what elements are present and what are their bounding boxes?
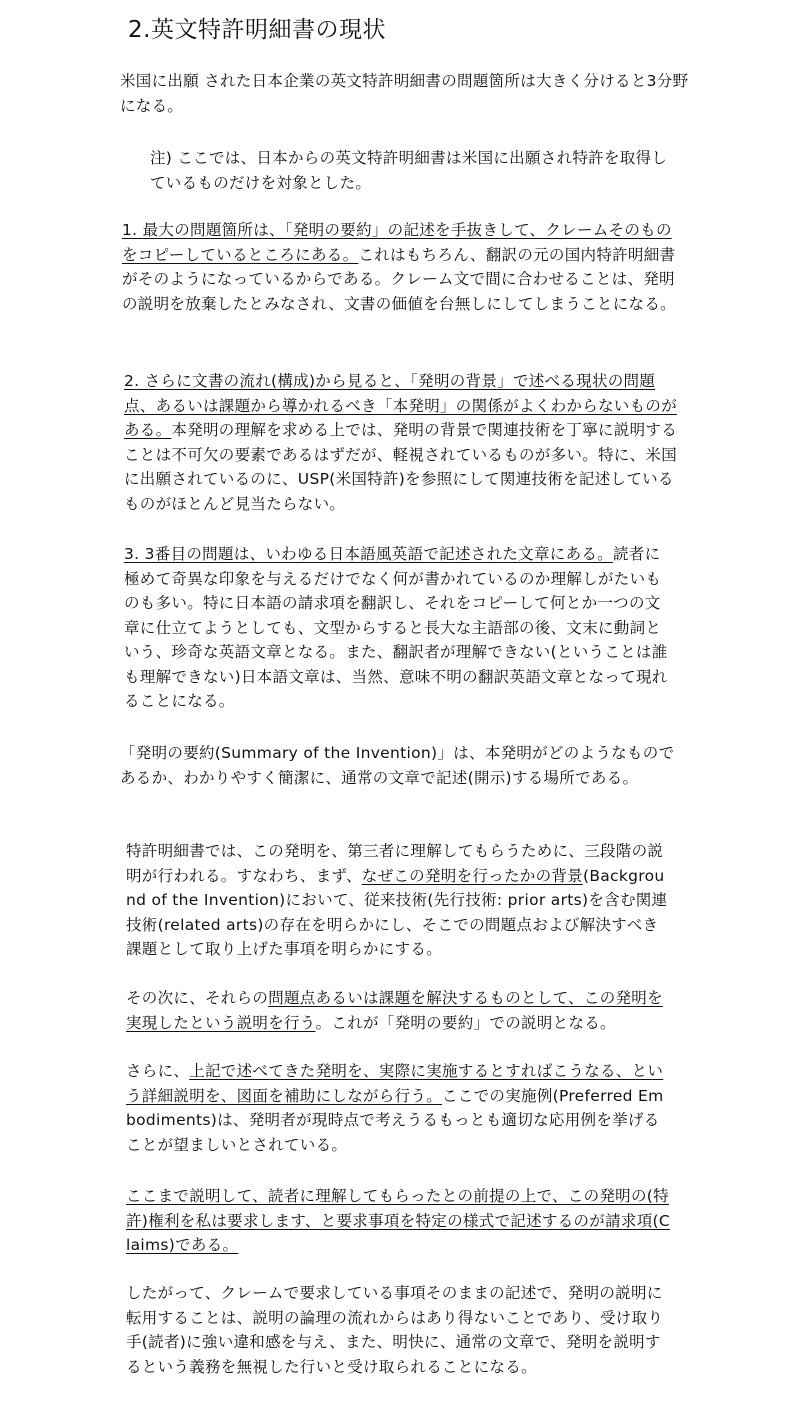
next-step-lead: その次に、それらの: [126, 989, 269, 1007]
claims-emphasis: ここまで説明して、読者に理解してもらったとの前提の上で、この発明の(特許)権利を私は要求します、と要求事項を特定の様式で記述するのが請求項(Claims)である。: [126, 1187, 670, 1254]
three-stage-paragraph: [126, 839, 671, 962]
detail-body: ここでの実施例(Preferred Embodiments)は、発明者が現時点で考えうるもっとも適切な応用例を挙げることが望ましいとされている。: [126, 1086, 664, 1154]
note-paragraph: 注) ここでは、日本からの英文特許明細書は米国に出願され特許を取得しているものだけを対象とした。: [150, 149, 668, 192]
detail-emphasis: 上記で述べてきた発明を、実際に実施するとすればこうなる、という詳細説明を、図面を補助にしながら行う。: [126, 1062, 664, 1105]
issue-3-body: 読者に極めて奇異な印象を与えるだけでなく何が書かれているのか理解しがたいものも多い。特に日本語の請求項を翻訳し、それをコピーして何とか一つの文章に仕立てようとしても、文型からすると長大な主語部の後、文末に動詞という、珍奇な英語文章となる。また、翻訳者が理解できない(ということは誰も理解できない)日本語文章は、当然、意味不明の翻訳英語文章となって現れることになる。: [124, 545, 668, 710]
next-step-body: 。これが「発明の要約」での説明となる。: [315, 1013, 616, 1032]
summary-definition-paragraph: 「発明の要約(Summary of the Invention)」は、本発明がどのようなものであるか、わかりやすく簡潔に、通常の文章で記述(開示)する場所である。: [120, 744, 675, 787]
issue-1-heading: 1. 最大の問題箇所は、「発明の要約」の記述を手抜きして、クレームそのものをコピーしているところにある。: [122, 221, 672, 264]
issue-3-heading: 3. 3番目の問題は、いわゆる日本語風英語で記述された文章にある。: [124, 545, 613, 563]
issue-2-paragraph: [124, 369, 679, 516]
intro-paragraph: 米国に出願 された日本企業の英文特許明細書の問題箇所は大きく分けると3分野になる。: [120, 72, 689, 115]
detail-lead: さらに、: [126, 1062, 190, 1080]
conclusion-paragraph: したがって、クレームで要求している事項そのままの記述で、発明の説明に転用することは、説明の論理の流れからはあり得ないことであり、受け取り手(読者)に強い違和感を与え、また、明快に、通常の文章で、発明を説明するという義務を無視した行いと受け取られることになる。: [126, 1284, 664, 1376]
issue-2-heading: 2. さらに文書の流れ(構成)から見ると、「発明の背景」で述べる現状の問題点、あるいは課題から導かれるべき「本発明」の関係がよくわからないものがある。: [124, 372, 678, 439]
issue-1-paragraph: [122, 218, 677, 316]
next-step-emphasis: 問題点あるいは課題を解決するものとして、この発明を実現したという説明を行う: [126, 989, 663, 1032]
issue-3-paragraph: [124, 542, 674, 714]
detail-paragraph: [126, 1059, 671, 1157]
issue-2-body: 本発明の理解を求める上では、発明の背景で関連技術を丁寧に説明することは不可欠の要素であるはずだが、軽視されているものが多い。特に、米国に出願されているのに、USP(米国特許)を参照にして関連技術を記述しているものがほとんど見当たらない。: [124, 421, 678, 513]
next-step-paragraph: [126, 986, 671, 1035]
issue-1-body: これはもちろん、翻訳の元の国内特許明細書がそのようになっているからである。クレーム文で間に合わせることは、発明の説明を放棄したとみなされ、文書の価値を台無しにしてしまうことになる。: [122, 245, 676, 313]
page-title: 2.英文特許明細書の現状: [128, 17, 386, 43]
three-stage-body: (Background of the Invention)において、従来技術(先行技術: prior arts)を含む関連技術(related arts)の存在を明らかにし、そこでの問題点および解決すべき課題として取り上げた事項を明らかにする。: [126, 866, 668, 958]
three-stage-lead: 特許明細書では、この発明を、第三者に理解してもらうために、三段階の説明が行われる。すなわち、まず、: [126, 842, 664, 885]
claims-paragraph: [126, 1184, 671, 1258]
three-stage-background: なぜこの発明を行ったかの背景: [361, 866, 583, 885]
